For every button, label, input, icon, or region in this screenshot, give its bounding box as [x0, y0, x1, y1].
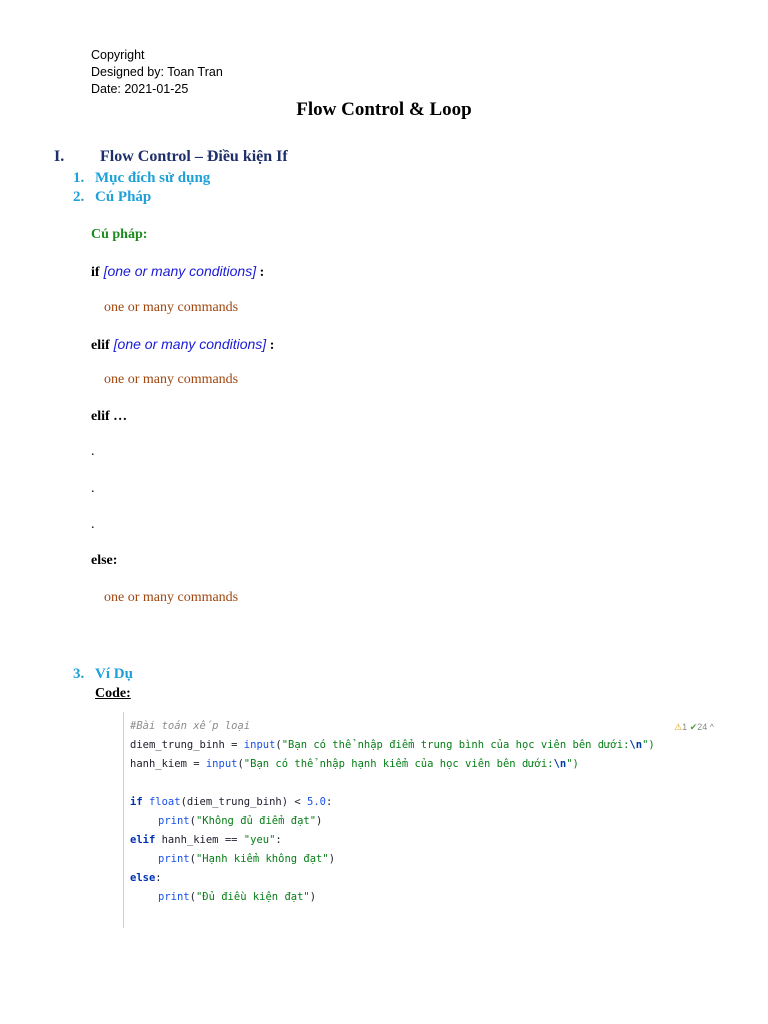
syntax-heading: Cú pháp:	[91, 227, 148, 242]
document-title: Flow Control & Loop	[296, 99, 472, 120]
subsection-2-number: 2.	[73, 189, 85, 205]
code-kw: else	[130, 872, 156, 884]
code-end: ")	[642, 739, 655, 751]
code-fn: print	[158, 815, 190, 827]
code-line-7	[130, 872, 162, 884]
date-text: Date: 2021-01-25	[91, 82, 189, 96]
code-text: (diem_trung_binh) <	[180, 796, 308, 808]
code-fn: float	[148, 796, 181, 808]
subsection-2-title: Cú Pháp	[95, 189, 152, 205]
chevron-up-icon: ^	[709, 722, 714, 732]
code-line-4: print("Không đủ điểm đạt")	[158, 815, 323, 827]
code-str: "Hạnh kiểm không đạt"	[195, 853, 329, 865]
ellipsis-dot-1: .	[91, 444, 95, 459]
subsection-1-title: Mục đích sử dụng	[95, 170, 211, 186]
code-fn: input	[243, 739, 276, 751]
code-line-1: diem_trung_binh = input("Bạn có thể nhập điểm trung bình của học viên bên dưới:\n")	[130, 739, 655, 751]
warning-icon: ⚠	[674, 722, 683, 732]
if-keyword: if	[91, 265, 100, 280]
elif-more: elif …	[91, 409, 128, 424]
code-line-2: hanh_kiem = input("Bạn có thể nhập hạnh kiểm của học viên bên dưới:\n")	[130, 758, 579, 770]
code-line-8: print("Đủ điều kiện đạt")	[158, 891, 317, 903]
code-str: "Đủ điều kiện đạt"	[195, 891, 310, 903]
check-count: 24	[697, 722, 708, 732]
code-str: "Không đủ điểm đạt"	[195, 815, 317, 827]
if-conditions: [one or many conditions]	[103, 263, 257, 279]
code-kw: if	[130, 796, 149, 808]
code-screenshot	[123, 712, 724, 928]
inspection-widget	[674, 722, 714, 733]
code-esc: \n	[629, 739, 643, 751]
code-text: hanh_kiem ==	[161, 834, 244, 846]
section-title: Flow Control – Điều kiện If	[100, 148, 288, 165]
code-line-comment	[130, 720, 250, 732]
code-end: ")	[566, 758, 579, 770]
elif-commands: one or many commands	[104, 372, 239, 387]
elif-colon: :	[266, 338, 275, 353]
subsection-1-number: 1.	[73, 170, 85, 186]
code-str: "Bạn có thể nhập điểm trung bình của học viên bên dưới:	[281, 739, 630, 751]
code-num: 5.0	[307, 796, 326, 808]
if-colon: :	[256, 265, 265, 280]
code-comment: #Bài toán xếp loại	[130, 720, 251, 732]
subsection-3-title: Ví Dụ	[95, 666, 133, 682]
code-line-6: print("Hạnh kiểm không đạt")	[158, 853, 336, 865]
code-fn: print	[158, 891, 190, 903]
check-icon: ✔	[689, 722, 698, 732]
elif-syntax-line	[91, 336, 274, 354]
code-var: diem_trung_binh =	[130, 739, 244, 751]
elif-keyword: elif	[91, 338, 110, 353]
else-commands: one or many commands	[104, 590, 239, 605]
code-str: "yeu"	[243, 834, 276, 846]
elif-conditions: [one or many conditions]	[113, 336, 267, 352]
code-text: :	[275, 834, 282, 846]
warning-count: 1	[682, 722, 688, 732]
section-number: I.	[54, 148, 65, 165]
code-text: :	[155, 872, 162, 884]
subsection-3-number: 3.	[73, 666, 85, 682]
code-line-3	[130, 796, 332, 808]
code-text: :	[325, 796, 333, 808]
if-commands: one or many commands	[104, 300, 239, 315]
copyright-text: Copyright	[91, 48, 145, 62]
code-fn: print	[158, 853, 190, 865]
designed-by-text: Designed by: Toan Tran	[91, 65, 223, 79]
code-esc: \n	[553, 758, 567, 770]
ellipsis-dot-3: .	[91, 517, 95, 532]
code-str: "Bạn có thể nhập hạnh kiểm của học viên bên dưới:	[243, 758, 554, 770]
code-label: Code:	[95, 686, 131, 701]
ellipsis-dot-2: .	[91, 481, 95, 496]
code-fn: input	[205, 758, 238, 770]
code-var: hanh_kiem =	[130, 758, 206, 770]
code-line-5	[130, 834, 282, 846]
else-keyword: else:	[91, 553, 118, 568]
if-syntax-line	[91, 263, 264, 281]
code-kw: elif	[130, 834, 162, 846]
